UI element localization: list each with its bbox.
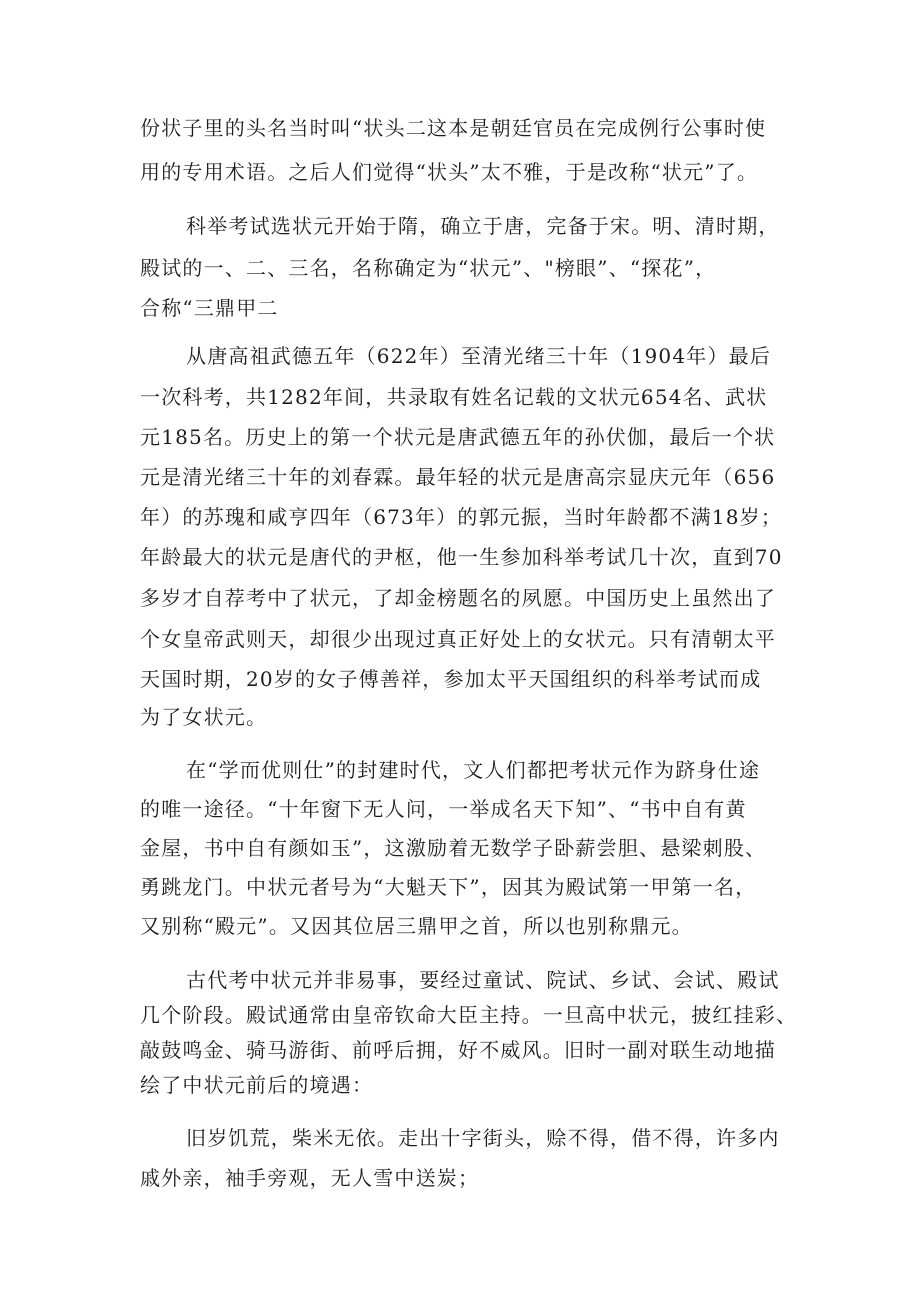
- text-line: 又别称“殿元”。又因其位居三鼎甲之首，所以也别称鼎元。: [140, 914, 693, 938]
- text-line: 多岁才自荐考中了状元，了却金榜题名的夙愿。中国历史上虽然出了: [140, 586, 776, 610]
- text-line: 金屋，书中自有颜如玉”，这激励着无数学子卧薪尝胆、悬梁刺股、: [140, 836, 767, 860]
- text-line: 敲鼓鸣金、骑马游街、前呼后拥，好不威风。旧时一副对联生动地描: [140, 1038, 776, 1062]
- text-line: 份状子里的头名当时叫“状头二这本是朝廷官员在完成例行公事时使: [140, 116, 767, 140]
- text-line: 古代考中状元并非易事，要经过童试、院试、乡试、会试、殿试: [186, 968, 780, 992]
- text-line: 在“学而优则仕”的封建时代，文人们都把考状元作为跻身仕途: [186, 758, 761, 782]
- text-line: 用的专用术语。之后人们觉得“状头”太不雅，于是改称“状元”了。: [140, 160, 759, 184]
- text-line: 勇跳龙门。中状元者号为“大魁天下”，因其为殿试第一甲第一名，: [140, 875, 757, 899]
- text-line: 个女皇帝武则天，却很少出现过真正好处上的女状元。只有清朝太平: [140, 627, 776, 651]
- text-line: 旧岁饥荒，柴米无依。走出十字街头，赊不得，借不得，许多内: [186, 1126, 780, 1150]
- text-line: 元185名。历史上的第一个状元是唐武德五年的孙伏伽，最后一个状: [140, 425, 776, 449]
- text-line: 科举考试选状元开始于隋，确立于唐，完备于宋。明、清时期，: [186, 214, 780, 238]
- text-line: 的唯一途径。“十年窗下无人问，一举成名天下知”、“书中自有黄: [140, 797, 747, 821]
- text-line: 年）的苏瑰和咸亨四年（673年）的郭元振，当时年龄都不满18岁；: [140, 505, 783, 529]
- text-line: 从唐高祖武德五年（622年）至清光绪三十年（1904年）最后: [186, 344, 772, 368]
- text-line: 元是清光绪三十年的刘春霖。最年轻的状元是唐高宗显庆元年（656: [140, 465, 776, 489]
- text-line: 合称“三鼎甲二: [140, 296, 279, 320]
- text-line: 一次科考，共1282年间，共录取有姓名记载的文状元654名、武状: [140, 385, 768, 409]
- text-line: 几个阶段。殿试通常由皇帝钦命大臣主持。一旦高中状元，披红挂彩、: [140, 1003, 798, 1027]
- text-line: 戚外亲，袖手旁观，无人雪中送炭；: [140, 1166, 480, 1190]
- text-line: 绘了中状元前后的境遇：: [140, 1073, 374, 1097]
- text-line: 为了女状元。: [140, 705, 268, 729]
- text-line: 年龄最大的状元是唐代的尹枢，他一生参加科举考试几十次，直到70: [140, 545, 783, 569]
- text-line: 殿试的一、二、三名，名称确定为“状元”、"榜眼”、“探花”，: [140, 256, 717, 280]
- text-line: 天国时期，20岁的女子傅善祥，参加太平天国组织的科举考试而成: [140, 667, 762, 691]
